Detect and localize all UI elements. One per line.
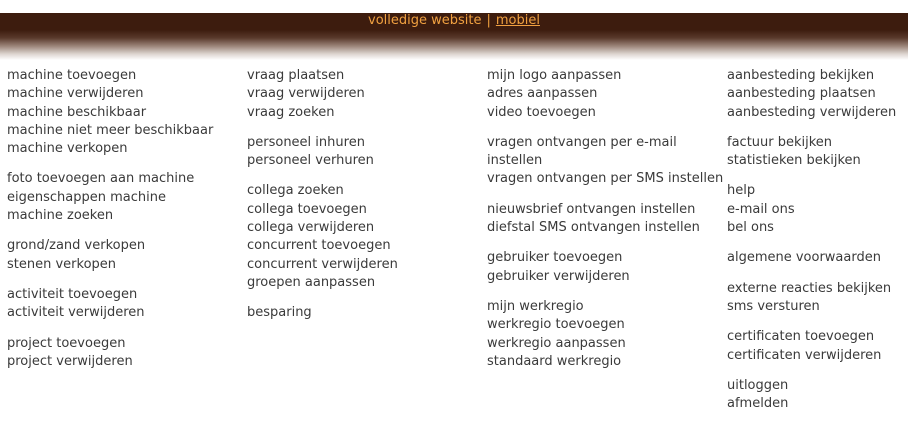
menu-column-3 — [487, 67, 723, 383]
menu-group — [727, 67, 896, 122]
menu-link[interactable]: eigenschappen machine — [7, 189, 166, 205]
menu-link[interactable]: certificaten toevoegen — [727, 329, 875, 345]
menu-link[interactable]: bel ons — [727, 220, 774, 236]
menu-link[interactable]: adres aanpassen — [487, 86, 598, 102]
menu-link[interactable]: machine beschikbaar — [7, 104, 147, 120]
menu-column-4 — [727, 67, 896, 425]
menu-group — [247, 182, 398, 292]
menu-group — [247, 67, 398, 122]
menu-group — [247, 134, 398, 171]
menu-link[interactable]: vragen ontvangen per SMS instellen — [487, 171, 724, 187]
menu-link[interactable]: stenen verkopen — [7, 256, 117, 272]
menu-group — [727, 182, 896, 237]
full-website-link[interactable]: volledige website — [368, 13, 482, 28]
menu-link[interactable]: collega toevoegen — [247, 201, 367, 217]
menu-link[interactable]: sms versturen — [727, 298, 820, 314]
menu-link[interactable]: werkregio toevoegen — [487, 317, 625, 333]
menu-link[interactable]: help — [727, 183, 756, 199]
header-separator: | — [486, 13, 491, 28]
menu-group — [487, 249, 723, 286]
menu-link[interactable]: aanbesteding bekijken — [727, 68, 875, 83]
menu-link[interactable]: activiteit verwijderen — [7, 305, 145, 321]
menu-link[interactable]: e-mail ons — [727, 201, 795, 217]
menu-link[interactable]: instellen — [487, 153, 543, 169]
menu-group — [487, 134, 723, 189]
header-links — [0, 13, 908, 29]
menu-link[interactable]: machine verwijderen — [7, 86, 144, 102]
menu-link[interactable]: machine zoeken — [7, 208, 114, 224]
menu-link[interactable]: standaard werkregio — [487, 353, 622, 369]
menu-link[interactable]: machine verkopen — [7, 141, 128, 157]
menu-link[interactable]: aanbesteding plaatsen — [727, 86, 876, 102]
menu-link[interactable]: machine toevoegen — [7, 68, 137, 83]
menu-link[interactable]: vraag plaatsen — [247, 68, 345, 83]
menu-link[interactable]: diefstal SMS ontvangen instellen — [487, 220, 700, 236]
menu-link[interactable]: personeel inhuren — [247, 134, 365, 150]
menu-group — [7, 170, 213, 225]
menu-link[interactable]: project toevoegen — [7, 335, 126, 351]
menu-group — [487, 298, 723, 371]
menu-group — [7, 237, 213, 274]
menu-column-1 — [7, 67, 213, 383]
menu-link[interactable]: machine niet meer beschikbaar — [7, 122, 214, 138]
menu-group — [727, 249, 896, 267]
menu-link[interactable]: besparing — [247, 305, 312, 321]
menu-link[interactable]: project verwijderen — [7, 353, 133, 369]
menu-link[interactable]: mijn werkregio — [487, 298, 584, 314]
menu-link[interactable]: vraag verwijderen — [247, 86, 365, 102]
menu-link[interactable]: personeel verhuren — [247, 153, 374, 169]
menu-link[interactable]: concurrent verwijderen — [247, 256, 398, 272]
top-header-bar — [0, 0, 908, 60]
menu-link[interactable]: groepen aanpassen — [247, 274, 376, 290]
menu-link[interactable]: certificaten verwijderen — [727, 347, 882, 363]
menu-link[interactable]: grond/zand verkopen — [7, 238, 146, 254]
menu-group — [727, 328, 896, 365]
menu-link[interactable]: video toevoegen — [487, 104, 596, 120]
menu-group — [487, 67, 723, 122]
menu-group — [727, 280, 896, 317]
menu-link[interactable]: uitloggen — [727, 377, 789, 393]
mobile-link[interactable]: mobiel — [495, 13, 540, 28]
menu-link[interactable]: collega zoeken — [247, 183, 344, 199]
menu-link[interactable]: statistieken bekijken — [727, 153, 861, 169]
menu-link[interactable]: nieuwsbrief ontvangen instellen — [487, 201, 696, 217]
menu-group — [7, 335, 213, 372]
menu-link[interactable]: foto toevoegen aan machine — [7, 171, 195, 187]
menu-link[interactable]: gebruiker verwijderen — [487, 268, 630, 284]
menu-group — [247, 304, 398, 322]
menu-group — [487, 201, 723, 238]
menu-link[interactable]: concurrent toevoegen — [247, 238, 391, 254]
menu-link[interactable]: werkregio aanpassen — [487, 335, 626, 351]
menu-link[interactable]: vraag zoeken — [247, 104, 335, 120]
menu-link[interactable]: factuur bekijken — [727, 134, 833, 150]
menu-link[interactable]: gebruiker toevoegen — [487, 250, 623, 266]
menu-group — [7, 286, 213, 323]
menu-link[interactable]: afmelden — [727, 396, 789, 412]
menu-link[interactable]: aanbesteding verwijderen — [727, 104, 897, 120]
menu-column-2 — [247, 67, 398, 335]
menu-link[interactable]: externe reacties bekijken — [727, 280, 892, 296]
menu-group — [727, 377, 896, 414]
menu-group — [7, 67, 213, 158]
menu-link[interactable]: algemene voorwaarden — [727, 250, 881, 266]
menu-link[interactable]: activiteit toevoegen — [7, 286, 138, 302]
menu-group — [727, 134, 896, 171]
menu-link[interactable]: vragen ontvangen per e-mail — [487, 134, 677, 150]
menu-link[interactable]: collega verwijderen — [247, 220, 375, 236]
menu-link[interactable]: mijn logo aanpassen — [487, 68, 622, 83]
